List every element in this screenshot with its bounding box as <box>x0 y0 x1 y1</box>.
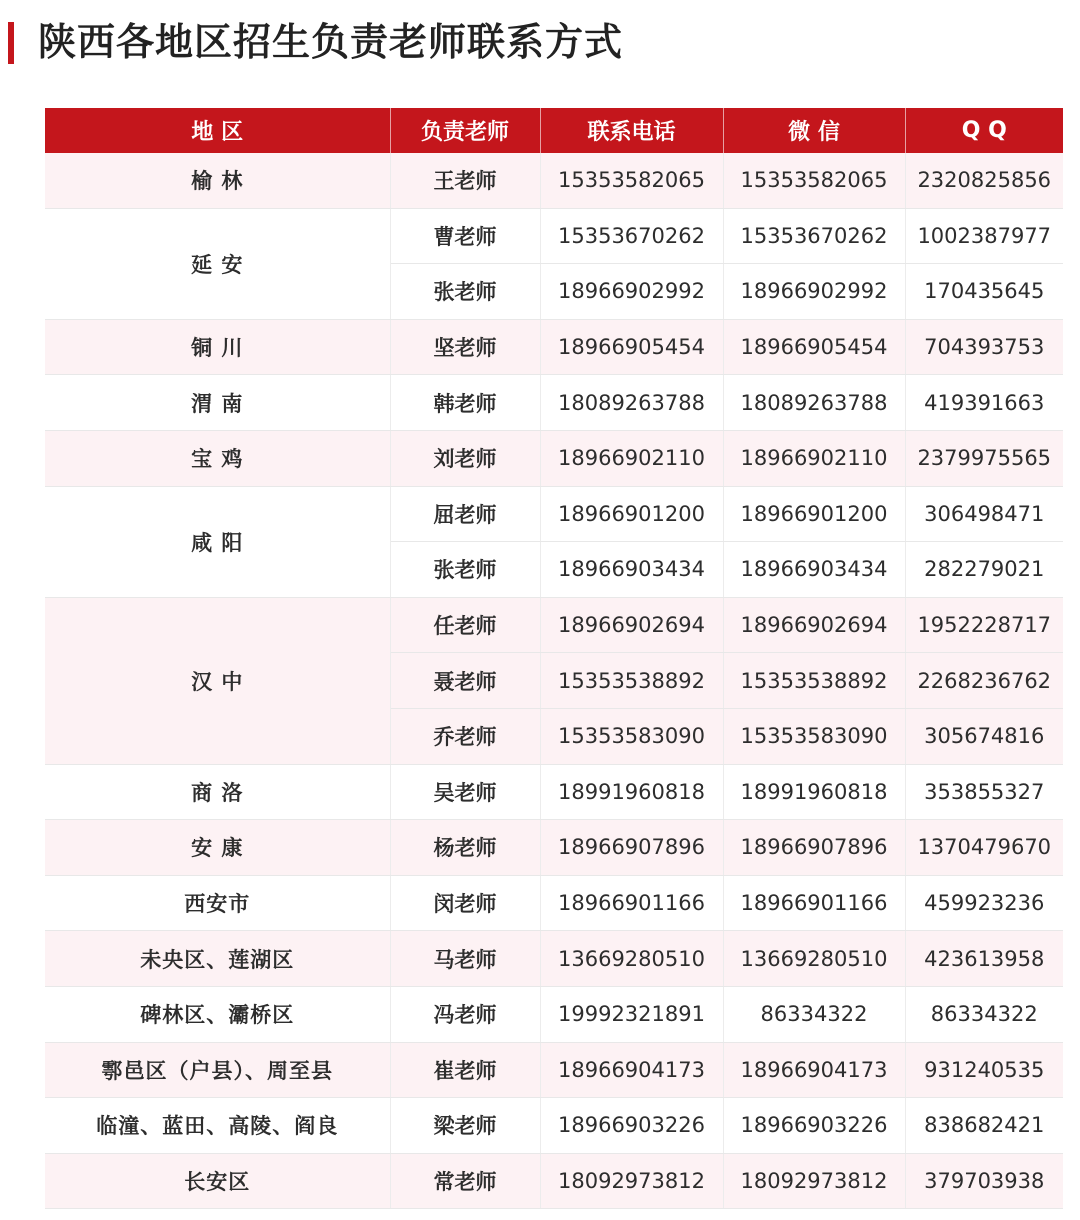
wechat-cell: 15353670262 <box>723 208 905 264</box>
teacher-cell: 闵老师 <box>390 875 540 931</box>
wechat-cell: 18089263788 <box>723 375 905 431</box>
teacher-cell: 冯老师 <box>390 986 540 1042</box>
teacher-cell: 韩老师 <box>390 375 540 431</box>
qq-cell: 704393753 <box>905 319 1063 375</box>
teacher-cell: 张老师 <box>390 264 540 320</box>
header-teacher: 负责老师 <box>390 108 540 153</box>
table-row <box>45 1042 1063 1098</box>
table-row <box>45 319 1063 375</box>
region-cell: 鄠邑区（户县）、周至县 <box>45 1042 390 1098</box>
qq-cell: 1002387977 <box>905 208 1063 264</box>
wechat-cell: 15353582065 <box>723 153 905 208</box>
phone-cell: 18966905454 <box>540 319 723 375</box>
header-wechat: 微 信 <box>723 108 905 153</box>
phone-cell: 18966904173 <box>540 1042 723 1098</box>
table-row <box>45 486 1063 542</box>
qq-cell: 2268236762 <box>905 653 1063 709</box>
table-row <box>45 1098 1063 1154</box>
header-qq: Q Q <box>905 108 1063 153</box>
qq-cell: 86334322 <box>905 986 1063 1042</box>
header-phone: 联系电话 <box>540 108 723 153</box>
phone-cell: 18966907896 <box>540 820 723 876</box>
wechat-cell: 18966903226 <box>723 1098 905 1154</box>
qq-cell: 282279021 <box>905 542 1063 598</box>
phone-cell: 18966901166 <box>540 875 723 931</box>
qq-cell: 306498471 <box>905 486 1063 542</box>
wechat-cell: 15353538892 <box>723 653 905 709</box>
region-cell: 西安市 <box>45 875 390 931</box>
wechat-cell: 18966907896 <box>723 820 905 876</box>
phone-cell: 18966902110 <box>540 430 723 486</box>
teacher-cell: 刘老师 <box>390 430 540 486</box>
phone-cell: 18092973812 <box>540 1153 723 1209</box>
teacher-cell: 马老师 <box>390 931 540 987</box>
phone-cell: 19992321891 <box>540 986 723 1042</box>
teacher-cell: 张老师 <box>390 542 540 598</box>
table-row <box>45 764 1063 820</box>
wechat-cell: 18991960818 <box>723 764 905 820</box>
phone-cell: 18089263788 <box>540 375 723 431</box>
phone-cell: 18991960818 <box>540 764 723 820</box>
qq-cell: 423613958 <box>905 931 1063 987</box>
wechat-cell: 18966901200 <box>723 486 905 542</box>
wechat-cell: 18092973812 <box>723 1153 905 1209</box>
wechat-cell: 18966903434 <box>723 542 905 598</box>
teacher-cell: 崔老师 <box>390 1042 540 1098</box>
table-row <box>45 597 1063 653</box>
region-cell: 延 安 <box>45 208 390 319</box>
table-row <box>45 430 1063 486</box>
table-row <box>45 931 1063 987</box>
qq-cell: 1952228717 <box>905 597 1063 653</box>
table-row <box>45 153 1063 208</box>
region-cell: 长安区 <box>45 1153 390 1209</box>
teacher-cell: 坚老师 <box>390 319 540 375</box>
teacher-cell: 屈老师 <box>390 486 540 542</box>
teacher-cell: 乔老师 <box>390 708 540 764</box>
region-cell: 榆 林 <box>45 153 390 208</box>
region-cell: 碑林区、灞桥区 <box>45 986 390 1042</box>
phone-cell: 18966902992 <box>540 264 723 320</box>
region-cell: 宝 鸡 <box>45 430 390 486</box>
teacher-cell: 常老师 <box>390 1153 540 1209</box>
region-cell: 商 洛 <box>45 764 390 820</box>
wechat-cell: 86334322 <box>723 986 905 1042</box>
qq-cell: 353855327 <box>905 764 1063 820</box>
qq-cell: 170435645 <box>905 264 1063 320</box>
wechat-cell: 18966905454 <box>723 319 905 375</box>
region-cell: 铜 川 <box>45 319 390 375</box>
contacts-table <box>45 108 1063 1209</box>
wechat-cell: 18966904173 <box>723 1042 905 1098</box>
teacher-cell: 聂老师 <box>390 653 540 709</box>
wechat-cell: 18966902110 <box>723 430 905 486</box>
teacher-cell: 吴老师 <box>390 764 540 820</box>
region-cell: 临潼、蓝田、高陵、阎良 <box>45 1098 390 1154</box>
qq-cell: 2320825856 <box>905 153 1063 208</box>
wechat-cell: 18966902992 <box>723 264 905 320</box>
table-row <box>45 875 1063 931</box>
phone-cell: 15353582065 <box>540 153 723 208</box>
wechat-cell: 15353583090 <box>723 708 905 764</box>
qq-cell: 419391663 <box>905 375 1063 431</box>
table-header-row <box>45 108 1063 153</box>
title-accent-bar <box>8 22 14 64</box>
teacher-cell: 曹老师 <box>390 208 540 264</box>
qq-cell: 2379975565 <box>905 430 1063 486</box>
region-cell: 安 康 <box>45 820 390 876</box>
page-header <box>0 0 1080 80</box>
wechat-cell: 13669280510 <box>723 931 905 987</box>
phone-cell: 18966902694 <box>540 597 723 653</box>
table-row <box>45 375 1063 431</box>
teacher-cell: 任老师 <box>390 597 540 653</box>
page-title: 陕西各地区招生负责老师联系方式 <box>38 20 624 64</box>
phone-cell: 18966901200 <box>540 486 723 542</box>
phone-cell: 15353583090 <box>540 708 723 764</box>
table-body <box>45 153 1063 1209</box>
wechat-cell: 18966901166 <box>723 875 905 931</box>
teacher-cell: 王老师 <box>390 153 540 208</box>
qq-cell: 1370479670 <box>905 820 1063 876</box>
region-cell: 汉 中 <box>45 597 390 764</box>
region-cell: 渭 南 <box>45 375 390 431</box>
wechat-cell: 18966902694 <box>723 597 905 653</box>
phone-cell: 18966903226 <box>540 1098 723 1154</box>
header-region: 地 区 <box>45 108 390 153</box>
qq-cell: 379703938 <box>905 1153 1063 1209</box>
table-row <box>45 1153 1063 1209</box>
phone-cell: 15353670262 <box>540 208 723 264</box>
table-row <box>45 986 1063 1042</box>
phone-cell: 18966903434 <box>540 542 723 598</box>
qq-cell: 459923236 <box>905 875 1063 931</box>
table-header <box>45 108 1063 153</box>
table-row <box>45 820 1063 876</box>
qq-cell: 838682421 <box>905 1098 1063 1154</box>
qq-cell: 305674816 <box>905 708 1063 764</box>
region-cell: 未央区、莲湖区 <box>45 931 390 987</box>
phone-cell: 15353538892 <box>540 653 723 709</box>
table-row <box>45 208 1063 264</box>
teacher-cell: 梁老师 <box>390 1098 540 1154</box>
teacher-cell: 杨老师 <box>390 820 540 876</box>
region-cell: 咸 阳 <box>45 486 390 597</box>
qq-cell: 931240535 <box>905 1042 1063 1098</box>
phone-cell: 13669280510 <box>540 931 723 987</box>
